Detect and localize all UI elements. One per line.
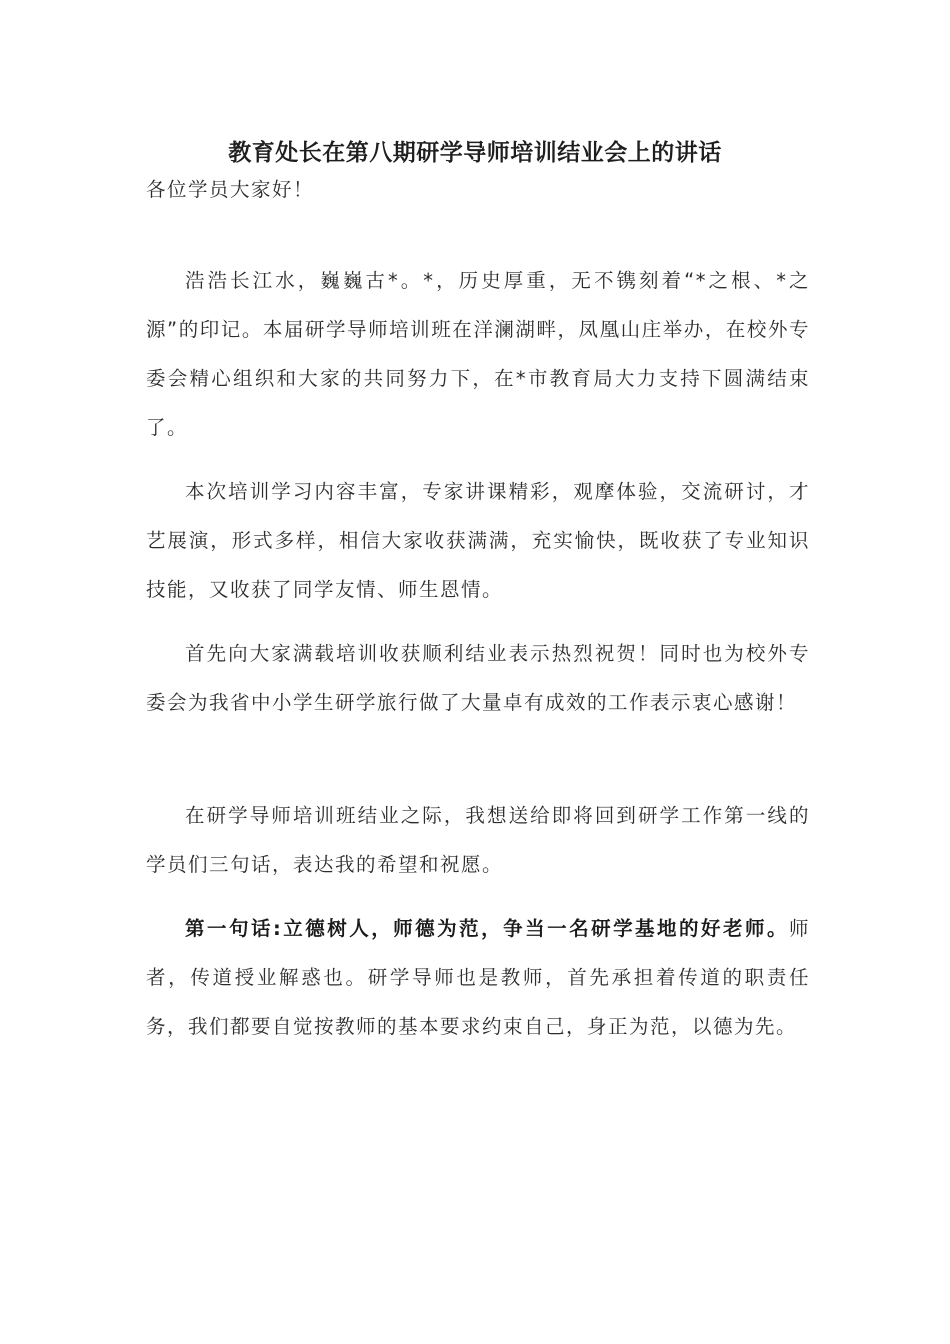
paragraph-congratulations: 首先向大家满载培训收获顺利结业表示热烈祝贺！同时也为校外专委会为我省中小学生研学旅行做了大量卓有成效的工作表示衷心感谢！ (146, 642, 810, 714)
paragraph-three-sayings-intro: 在研学导师培训班结业之际，我想送给即将回到研学工作第一线的学员们三句话，表达我的希望和祝愿。 (146, 804, 810, 876)
first-saying-text: 师者，传道授业解惑也。研学导师也是教师，首先承担着传道的职责任务，我们都要自觉按教师的基本要求约束自己，身正为范，以德为先。 (146, 917, 810, 1038)
document-title: 教育处长在第八期研学导师培训结业会上的讲话 (228, 140, 722, 166)
paragraph-training-content: 本次培训学习内容丰富，专家讲课精彩，观摩体验，交流研讨，才艺展演，形式多样，相信大家收获满满，充实愉快，既收获了专业知识技能，又收获了同学友情、师生恩情。 (146, 480, 810, 601)
paragraph-first-saying (146, 904, 810, 1051)
first-saying-heading: 第一句话:立德树人，师德为范，争当一名研学基地的好老师。 (185, 917, 789, 940)
paragraph-opening: 浩浩长江水，巍巍古*。*，历史厚重，无不镌刻着“*之根、*之源”的印记。本届研学导师培训班在洋澜湖畔，凤凰山庄举办，在校外专委会精心组织和大家的共同努力下，在*市教育局大力支持下圆满结束了。 (146, 269, 810, 439)
salutation: 各位学员大家好！ (146, 178, 315, 201)
